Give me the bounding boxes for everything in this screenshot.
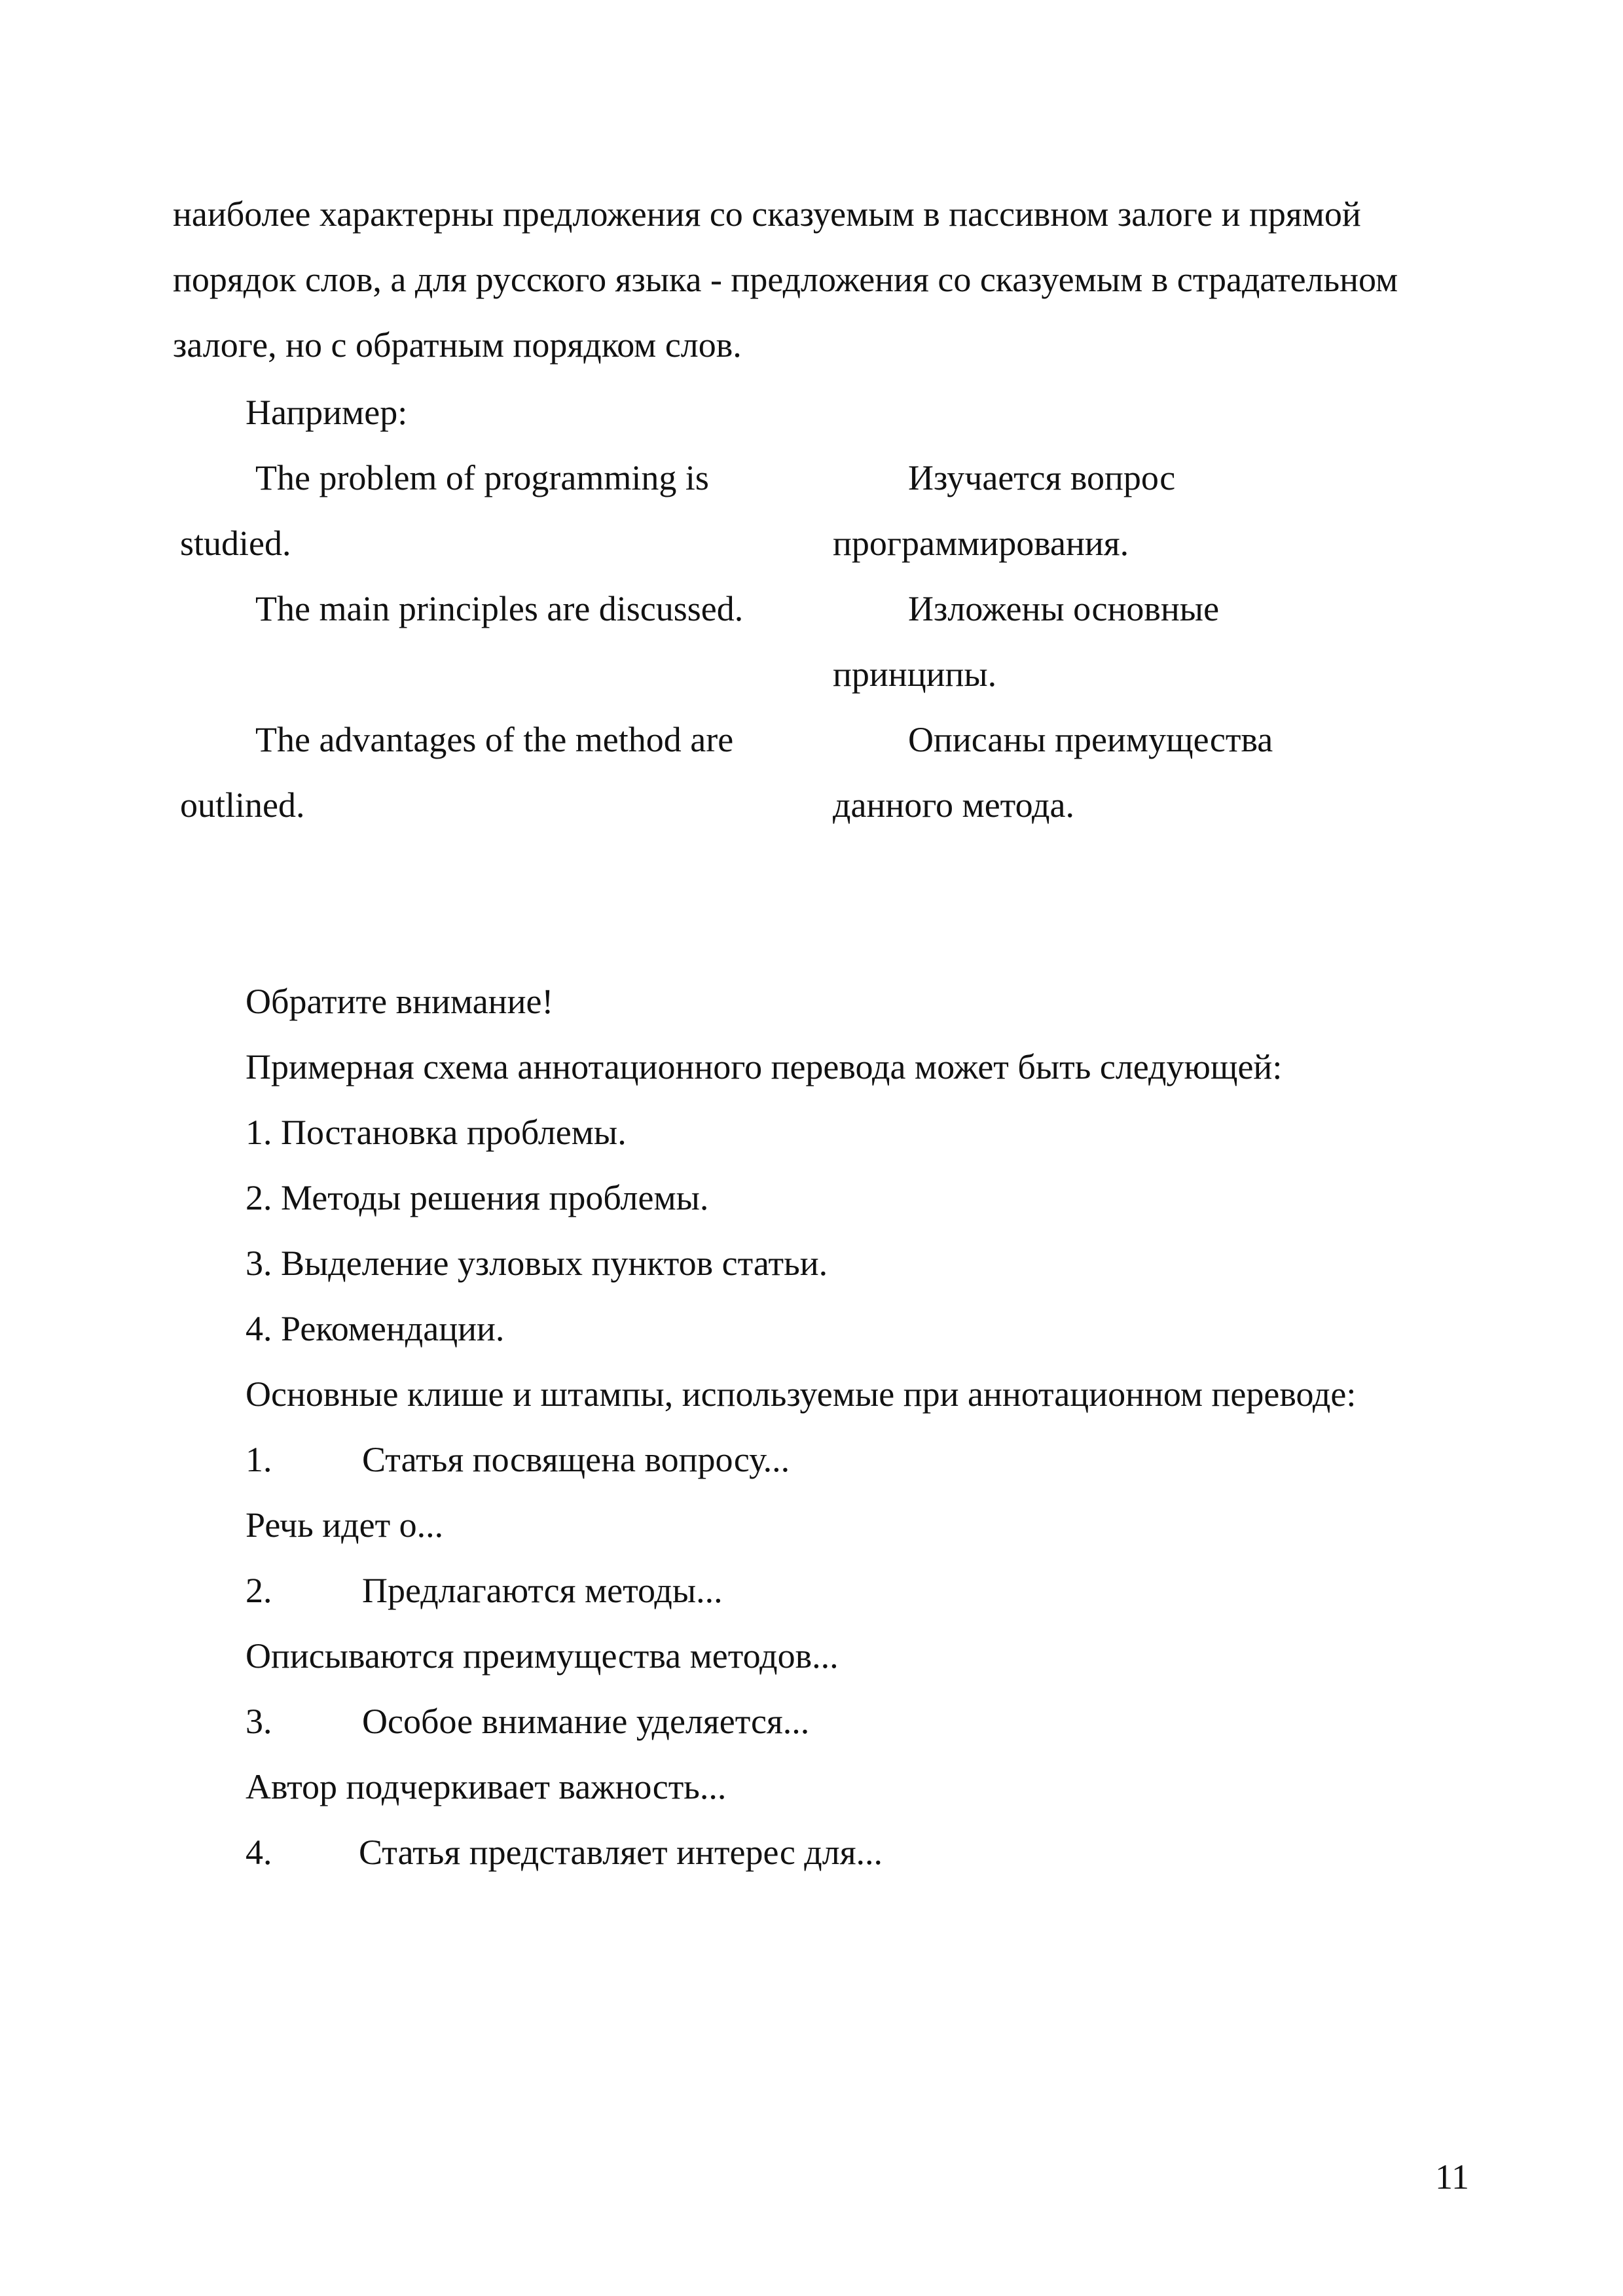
cliche-text: Предлагаются методы... xyxy=(362,1571,723,1610)
cliche-number: 3. xyxy=(246,1702,272,1741)
cliche-extra: Автор подчеркивает важность... xyxy=(246,1767,727,1806)
example-en-line: The problem of programming is xyxy=(255,458,709,497)
cliche-text: Статья посвящена вопросу... xyxy=(362,1440,790,1479)
scheme-item: 4. Рекомендации. xyxy=(246,1309,505,1348)
example-en-line: outlined. xyxy=(180,785,305,825)
cliche-text: Особое внимание уделяется... xyxy=(362,1702,810,1741)
cliche-number: 1. xyxy=(246,1440,272,1479)
example-ru-line: принципы. xyxy=(833,655,997,694)
example-ru-line: Описаны преимущества xyxy=(908,720,1273,759)
cliche-text: Статья представляет интерес для... xyxy=(359,1833,883,1872)
scheme-intro: Примерная схема аннотационного перевода может быть следующей: xyxy=(246,1047,1283,1086)
example-ru-line: программирования. xyxy=(833,524,1129,563)
example-ru-line: данного метода. xyxy=(833,785,1074,825)
cliches-intro: Основные клише и штампы, используемые при аннотационном переводе: xyxy=(246,1374,1357,1414)
example-en-line: The advantages of the method are xyxy=(255,720,734,759)
intro-line-2: порядок слов, а для русского языка - предложения со сказуемым в страдательном xyxy=(173,260,1398,299)
cliche-extra: Описываются преимущества методов... xyxy=(246,1636,839,1676)
scheme-item: 3. Выделение узловых пунктов статьи. xyxy=(246,1244,828,1283)
cliche-extra: Речь идет о... xyxy=(246,1505,444,1545)
scheme-item: 2. Методы решения проблемы. xyxy=(246,1178,709,1217)
example-ru-line: Изложены основные xyxy=(908,589,1220,628)
example-label: Например: xyxy=(246,393,408,432)
cliche-number: 2. xyxy=(246,1571,272,1610)
page-number: 11 xyxy=(1435,2157,1469,2197)
intro-line-3: залоге, но с обратным порядком слов. xyxy=(173,325,742,365)
cliche-number: 4. xyxy=(246,1833,272,1872)
example-ru-line: Изучается вопрос xyxy=(908,458,1176,497)
example-en-line: The main principles are discussed. xyxy=(255,589,744,628)
scheme-item: 1. Постановка проблемы. xyxy=(246,1113,627,1152)
intro-line-1: наиболее характерны предложения со сказуемым в пассивном залоге и прямой xyxy=(173,194,1361,234)
note-heading: Обратите внимание! xyxy=(246,982,554,1021)
example-en-line: studied. xyxy=(180,524,291,563)
